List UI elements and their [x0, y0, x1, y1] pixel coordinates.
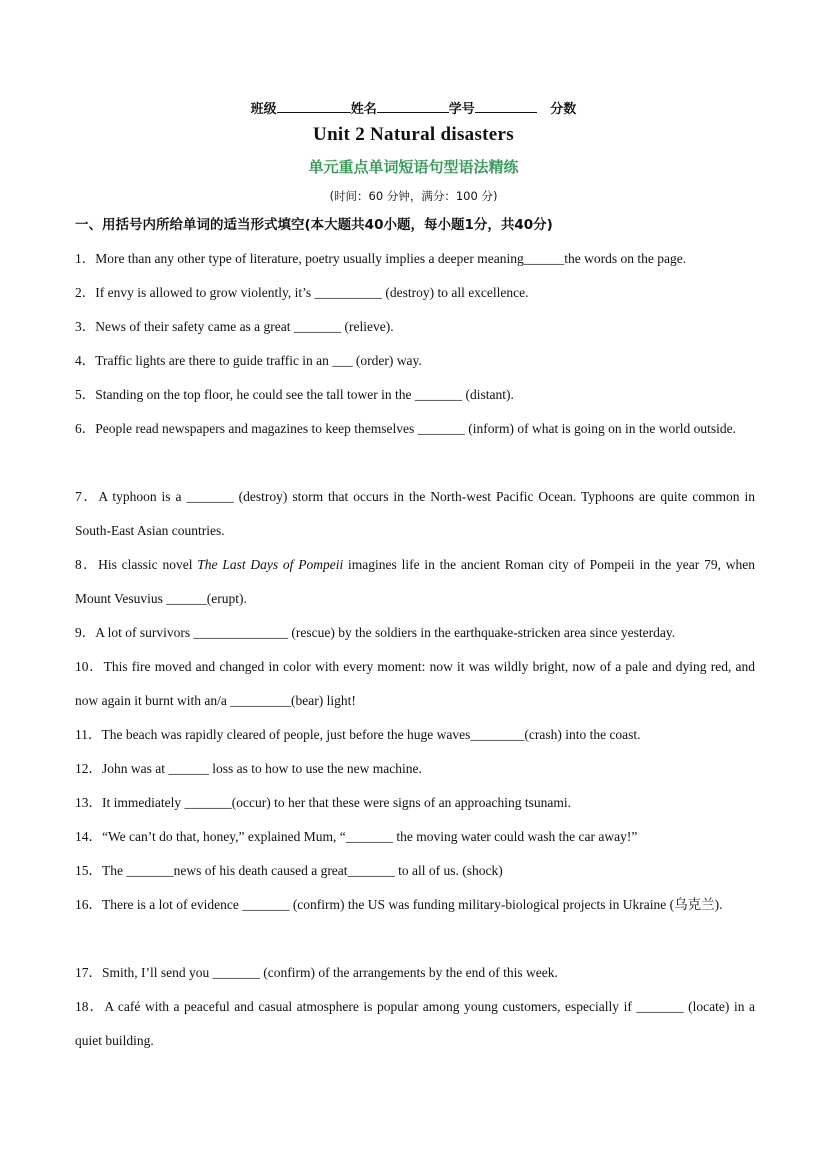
section-heading: 一、用括号内所给单词的适当形式填空(本大题共40小题，每小题1分，共40分)	[75, 217, 553, 233]
question-10: 10．This fire moved and changed in color with every moment: now it was wildly bright, now of a pale and dying red, and now again it burnt with an/a _________(bear) light!	[75, 659, 755, 708]
name-blank	[377, 100, 449, 113]
question-12: 12．John was at ______ loss as to how to use the new machine.	[75, 761, 422, 776]
page-subtitle: 单元重点单词短语句型语法精练	[308, 158, 519, 176]
page-title: Unit 2 Natural disasters	[313, 124, 514, 145]
question-6: 6．People read newspapers and magazines to keep themselves _______ (inform) of what is going on in the world outside.	[75, 421, 736, 436]
question-9: 9．A lot of survivors ______________ (rescue) by the soldiers in the earthquake-stricken area since yesterday.	[75, 625, 676, 640]
time-and-score-note: (时间：60 分钟，满分：100 分)	[329, 189, 498, 203]
question-4: 4．Traffic lights are there to guide traffic in an ___ (order) way.	[75, 353, 422, 368]
score-label: 分数	[550, 102, 577, 117]
question-3: 3．News of their safety came as a great _______ (relieve).	[75, 319, 394, 334]
question-15: 15．The _______news of his death caused a great_______ to all of us. (shock)	[75, 863, 503, 878]
question-1: 1．More than any other type of literature, poetry usually implies a deeper meaning______the words on the page.	[75, 251, 687, 266]
student-info-line	[0, 98, 827, 117]
class-blank	[277, 100, 351, 113]
question-14: 14．“We can’t do that, honey,” explained Mum, “_______ the moving water could wash the car away!”	[75, 829, 638, 844]
question-13: 13．It immediately _______(occur) to her that these were signs of an approaching tsunami.	[75, 795, 571, 810]
question-5: 5．Standing on the top floor, he could see the tall tower in the _______ (distant).	[75, 387, 514, 402]
question-11: 11．The beach was rapidly cleared of people, just before the huge waves________(crash) into the coast.	[75, 727, 641, 742]
name-label: 姓名	[350, 102, 377, 117]
number-blank	[475, 100, 537, 113]
question-16: 16．There is a lot of evidence _______ (confirm) the US was funding military-biological projects in Ukraine (乌克兰).	[75, 897, 723, 912]
number-label: 学号	[448, 102, 475, 117]
question-17: 17．Smith, I’ll send you _______ (confirm) of the arrangements by the end of this week.	[75, 965, 558, 980]
question-7: 7．A typhoon is a _______ (destroy) storm that occurs in the North-west Pacific Ocean. Typhoons are quite common in South-East Asian countries.	[75, 489, 756, 538]
question-8: 8．His classic novel The Last Days of Pompeii imagines life in the ancient Roman city of Pompeii in the year 79, when Mount Vesuvius ______(erupt).	[75, 557, 756, 606]
question-2: 2．If envy is allowed to grow violently, it’s __________ (destroy) to all excellence.	[75, 285, 529, 300]
novel-title: The Last Days of Pompeii	[197, 557, 344, 572]
class-label: 班级	[250, 102, 277, 117]
question-18: 18．A café with a peaceful and casual atmosphere is popular among young customers, especially if _______ (locate) in a quiet building.	[75, 999, 755, 1048]
